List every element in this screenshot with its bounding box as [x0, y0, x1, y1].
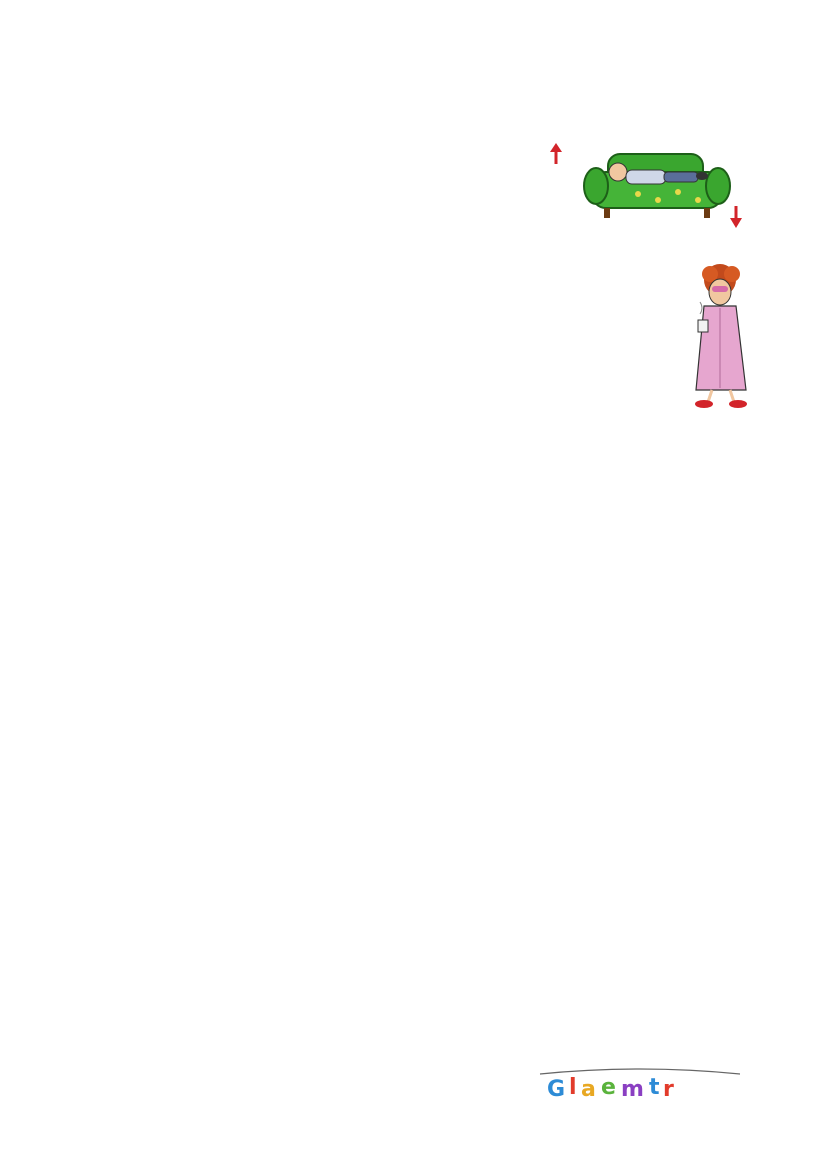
svg-text:m: m — [621, 1077, 644, 1102]
svg-text:r: r — [663, 1077, 674, 1102]
svg-text:t: t — [649, 1075, 660, 1100]
right-border-children — [762, 62, 826, 1100]
svg-text:l: l — [569, 1075, 577, 1100]
top-border-children — [0, 0, 826, 62]
good-morning-illustration — [634, 262, 760, 412]
svg-text:a: a — [581, 1077, 596, 1102]
bottom-border-children — [0, 1100, 826, 1169]
left-border-children — [0, 62, 64, 1100]
svg-text:e: e — [601, 1075, 616, 1100]
worksheet-title — [70, 60, 760, 122]
author-logo — [535, 1066, 745, 1102]
svg-text:G: G — [547, 1077, 566, 1102]
couch-illustration — [548, 142, 760, 234]
